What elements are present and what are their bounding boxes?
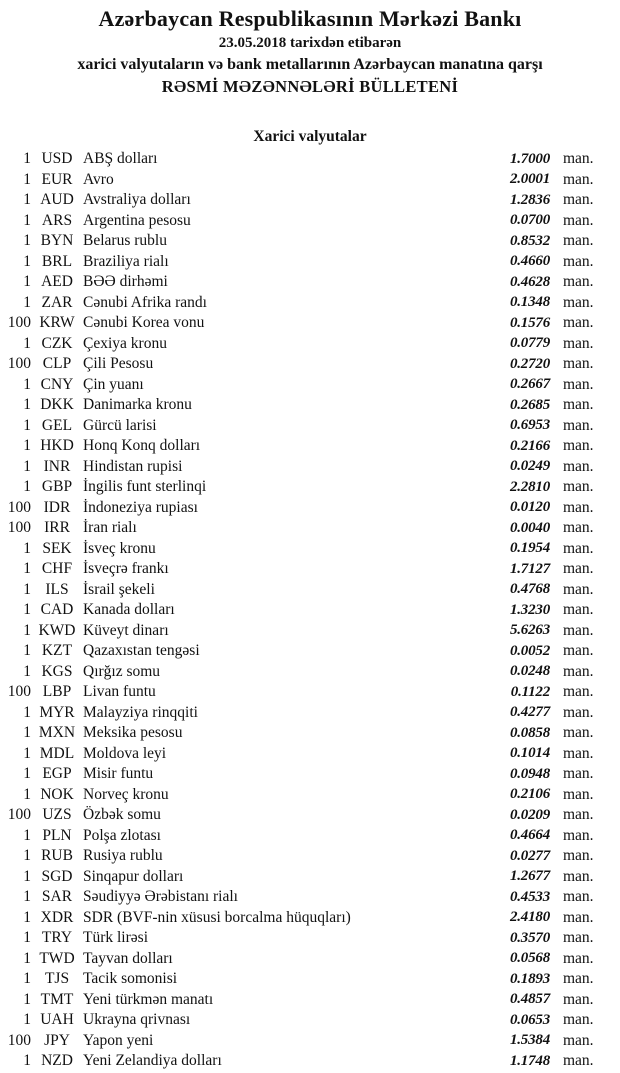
code-cell: KGS: [41, 662, 73, 680]
effective-date-line: 23.05.2018 tarixdən etibarən: [218, 35, 402, 51]
unit-cell: man.: [563, 314, 594, 332]
table-row: [0, 559, 620, 580]
code-cell: AUD: [40, 191, 74, 209]
table-row: [0, 969, 620, 990]
code-cell: MYR: [39, 703, 75, 721]
qty-cell: 1: [23, 744, 31, 762]
rate-cell: 0.0249: [509, 458, 550, 475]
unit-cell: man.: [563, 539, 594, 557]
code-cell: ZAR: [41, 293, 73, 311]
unit-cell: man.: [563, 560, 594, 578]
table-row: [0, 1010, 620, 1031]
qty-cell: 1: [23, 457, 31, 475]
table-row: [0, 170, 620, 191]
code-cell: UAH: [40, 1011, 74, 1029]
unit-cell: man.: [563, 580, 594, 598]
rate-cell: 0.0040: [509, 519, 550, 536]
qty-cell: 1: [23, 580, 31, 598]
table-row: [0, 908, 620, 929]
bulletin-title: RƏSMİ MƏZƏNNƏLƏRİ BÜLLETENİ: [161, 77, 459, 96]
rate-cell: 0.0858: [509, 724, 550, 741]
unit-cell: man.: [563, 150, 594, 168]
name-cell: Gürcü larisi: [83, 416, 157, 434]
qty-cell: 1: [23, 273, 31, 291]
table-row: [0, 928, 620, 949]
table-row: [0, 190, 620, 211]
table-row: [0, 703, 620, 724]
unit-cell: man.: [563, 416, 594, 434]
rate-cell: 0.0277: [509, 847, 550, 864]
table-row: [0, 375, 620, 396]
code-cell: SAR: [41, 888, 73, 906]
table-row: [0, 600, 620, 621]
qty-cell: 1: [23, 293, 31, 311]
rate-cell: 0.4277: [509, 704, 550, 721]
name-cell: İran rialı: [83, 519, 137, 537]
rate-cell: 0.8532: [509, 232, 550, 249]
code-cell: JPY: [44, 1031, 70, 1049]
subtitle-line: xarici valyutaların və bank metallarının Azərbaycan manatına qarşı: [77, 56, 543, 73]
qty-cell: 1: [23, 990, 31, 1008]
table-row: [0, 252, 620, 273]
qty-cell: 1: [23, 621, 31, 639]
name-cell: Cənubi Korea vonu: [83, 314, 205, 332]
name-cell: Çili Pesosu: [83, 355, 154, 373]
rate-cell: 0.0209: [509, 806, 550, 823]
code-cell: XDR: [40, 908, 74, 926]
table-row: [0, 580, 620, 601]
unit-cell: man.: [563, 252, 594, 270]
code-cell: CZK: [41, 334, 73, 352]
rate-cell: 0.0248: [509, 663, 550, 680]
table-row: [0, 621, 620, 642]
name-cell: Moldova leyi: [83, 744, 167, 762]
unit-cell: man.: [563, 375, 594, 393]
rate-cell: 0.1014: [509, 745, 550, 762]
unit-cell: man.: [563, 396, 594, 414]
rate-cell: 1.7000: [509, 150, 550, 167]
name-cell: Küveyt dinarı: [83, 621, 169, 639]
unit-cell: man.: [563, 355, 594, 373]
rate-cell: 0.0948: [509, 765, 550, 782]
code-cell: USD: [41, 150, 73, 168]
code-cell: MDL: [39, 744, 75, 762]
table-row: [0, 539, 620, 560]
name-cell: Avro: [83, 170, 114, 188]
name-cell: İsrail şekeli: [83, 580, 155, 598]
name-cell: Tacik somonisi: [83, 970, 178, 988]
qty-cell: 1: [23, 211, 31, 229]
name-cell: Meksika pesosu: [83, 724, 183, 742]
unit-cell: man.: [563, 826, 594, 844]
qty-cell: 1: [23, 724, 31, 742]
qty-cell: 1: [23, 232, 31, 250]
unit-cell: man.: [563, 683, 594, 701]
unit-cell: man.: [563, 949, 594, 967]
code-cell: CAD: [40, 601, 74, 619]
rate-cell: 1.1748: [509, 1052, 550, 1069]
qty-cell: 1: [23, 970, 31, 988]
rate-cell: 0.0120: [509, 499, 550, 516]
table-row: [0, 1051, 620, 1072]
table-row: [0, 744, 620, 765]
name-cell: Çexiya kronu: [83, 334, 167, 352]
qty-cell: 100: [7, 683, 31, 701]
unit-cell: man.: [563, 908, 594, 926]
name-cell: İsveçrə frankı: [83, 560, 169, 578]
table-row: [0, 990, 620, 1011]
qty-cell: 100: [7, 314, 31, 332]
name-cell: Belarus rublu: [83, 232, 167, 250]
table-row: [0, 1031, 620, 1052]
rate-cell: 5.6263: [509, 622, 550, 639]
rate-cell: 0.0568: [509, 950, 550, 967]
unit-cell: man.: [563, 478, 594, 496]
unit-cell: man.: [563, 232, 594, 250]
unit-cell: man.: [563, 744, 594, 762]
name-cell: Yeni türkmən manatı: [83, 990, 214, 1008]
code-cell: BRL: [41, 252, 73, 270]
unit-cell: man.: [563, 601, 594, 619]
code-cell: LBP: [42, 683, 72, 701]
unit-cell: man.: [563, 806, 594, 824]
qty-cell: 1: [23, 908, 31, 926]
unit-cell: man.: [563, 785, 594, 803]
table-row: [0, 436, 620, 457]
name-cell: İsveç kronu: [83, 539, 156, 557]
table-row: [0, 416, 620, 437]
rate-cell: 0.2685: [509, 396, 550, 413]
name-cell: Avstraliya dolları: [83, 191, 191, 209]
name-cell: Sinqapur dolları: [83, 867, 184, 885]
name-cell: Norveç kronu: [83, 785, 169, 803]
table-row: [0, 641, 620, 662]
unit-cell: man.: [563, 888, 594, 906]
section-title-foreign-currencies: Xarici valyutalar: [253, 128, 367, 145]
rate-cell: 0.0779: [509, 335, 550, 352]
qty-cell: 1: [23, 252, 31, 270]
rate-cell: 2.0001: [509, 171, 550, 188]
qty-cell: 1: [23, 1011, 31, 1029]
rate-cell: 0.4628: [509, 273, 550, 290]
unit-cell: man.: [563, 211, 594, 229]
rate-cell: 0.0700: [509, 212, 550, 229]
code-cell: UZS: [42, 806, 72, 824]
name-cell: Kanada dolları: [83, 601, 175, 619]
code-cell: BYN: [40, 232, 74, 250]
unit-cell: man.: [563, 724, 594, 742]
rate-cell: 2.4180: [509, 909, 550, 926]
unit-cell: man.: [563, 457, 594, 475]
qty-cell: 1: [23, 334, 31, 352]
rate-cell: 0.3570: [509, 929, 550, 946]
name-cell: Səudiyyə Ərəbistanı rialı: [83, 888, 238, 906]
table-row: [0, 518, 620, 539]
name-cell: Qırğız somu: [83, 662, 161, 680]
qty-cell: 1: [23, 642, 31, 660]
qty-cell: 1: [23, 170, 31, 188]
name-cell: Malayziya rinqqiti: [83, 703, 198, 721]
rate-cell: 0.6953: [509, 417, 550, 434]
code-cell: ARS: [41, 211, 73, 229]
rate-cell: 0.4660: [509, 253, 550, 270]
code-cell: DKK: [40, 396, 74, 414]
qty-cell: 1: [23, 785, 31, 803]
code-cell: KRW: [39, 314, 75, 332]
name-cell: Polşa zlotası: [83, 826, 161, 844]
qty-cell: 1: [23, 929, 31, 947]
name-cell: Misir funtu: [83, 765, 154, 783]
name-cell: İndoneziya rupiası: [83, 498, 198, 516]
table-row: [0, 805, 620, 826]
code-cell: ILS: [45, 580, 69, 598]
code-cell: TJS: [44, 970, 70, 988]
qty-cell: 1: [23, 867, 31, 885]
rate-cell: 0.4533: [509, 888, 550, 905]
qty-cell: 1: [23, 396, 31, 414]
table-row: [0, 764, 620, 785]
code-cell: GEL: [41, 416, 73, 434]
table-row: [0, 457, 620, 478]
rate-cell: 0.2720: [509, 355, 550, 372]
name-cell: SDR (BVF-nin xüsusi borcalma hüquqları): [83, 908, 351, 926]
name-cell: Yapon yeni: [83, 1031, 154, 1049]
table-row: [0, 211, 620, 232]
unit-cell: man.: [563, 334, 594, 352]
name-cell: İngilis funt sterlinqi: [83, 478, 207, 496]
table-row: [0, 682, 620, 703]
name-cell: ABŞ dolları: [83, 150, 158, 168]
name-cell: Özbək somu: [83, 806, 161, 824]
table-row: [0, 231, 620, 252]
unit-cell: man.: [563, 437, 594, 455]
qty-cell: 100: [7, 1031, 31, 1049]
qty-cell: 1: [23, 375, 31, 393]
qty-cell: 100: [7, 355, 31, 373]
qty-cell: 100: [7, 806, 31, 824]
unit-cell: man.: [563, 703, 594, 721]
table-row: [0, 313, 620, 334]
unit-cell: man.: [563, 498, 594, 516]
qty-cell: 100: [7, 519, 31, 537]
name-cell: Livan funtu: [83, 683, 156, 701]
qty-cell: 1: [23, 826, 31, 844]
rate-cell: 0.4664: [509, 827, 550, 844]
unit-cell: man.: [563, 662, 594, 680]
unit-cell: man.: [563, 170, 594, 188]
table-row: [0, 846, 620, 867]
code-cell: MXN: [38, 724, 76, 742]
qty-cell: 1: [23, 437, 31, 455]
code-cell: INR: [43, 457, 71, 475]
qty-cell: 1: [23, 601, 31, 619]
code-cell: HKD: [40, 437, 74, 455]
table-row: [0, 826, 620, 847]
name-cell: Rusiya rublu: [83, 847, 163, 865]
rates-table: [0, 149, 620, 1072]
unit-cell: man.: [563, 293, 594, 311]
code-cell: EGP: [42, 765, 72, 783]
rate-cell: 0.0653: [509, 1011, 550, 1028]
qty-cell: 1: [23, 703, 31, 721]
qty-cell: 1: [23, 949, 31, 967]
unit-cell: man.: [563, 273, 594, 291]
code-cell: SEK: [42, 539, 72, 557]
name-cell: Çin yuanı: [83, 375, 144, 393]
rate-cell: 1.2677: [509, 868, 550, 885]
unit-cell: man.: [563, 1031, 594, 1049]
name-cell: Qazaxıstan tengəsi: [83, 642, 200, 660]
code-cell: GBP: [41, 478, 73, 496]
code-cell: KZT: [41, 642, 73, 660]
unit-cell: man.: [563, 929, 594, 947]
qty-cell: 1: [23, 416, 31, 434]
rate-cell: 0.1576: [509, 314, 550, 331]
name-cell: BƏƏ dirhəmi: [83, 273, 168, 291]
code-cell: IRR: [44, 519, 70, 537]
rate-cell: 1.5384: [509, 1032, 550, 1049]
table-row: [0, 723, 620, 744]
code-cell: RUB: [41, 847, 73, 865]
qty-cell: 1: [23, 765, 31, 783]
table-row: [0, 887, 620, 908]
rate-cell: 0.1893: [509, 970, 550, 987]
qty-cell: 100: [7, 498, 31, 516]
name-cell: Danimarka kronu: [83, 396, 192, 414]
code-cell: IDR: [43, 498, 71, 516]
name-cell: Honq Konq dolları: [83, 437, 201, 455]
table-row: [0, 498, 620, 519]
unit-cell: man.: [563, 1052, 594, 1070]
table-row: [0, 662, 620, 683]
table-row: [0, 477, 620, 498]
table-row: [0, 334, 620, 355]
rate-cell: 2.2810: [509, 478, 550, 495]
name-cell: Tayvan dolları: [83, 949, 173, 967]
rate-cell: 1.2836: [509, 191, 550, 208]
qty-cell: 1: [23, 150, 31, 168]
code-cell: TMT: [40, 990, 74, 1008]
rate-cell: 0.4768: [509, 581, 550, 598]
qty-cell: 1: [23, 1052, 31, 1070]
name-cell: Hindistan rupisi: [83, 457, 183, 475]
rate-cell: 0.1122: [510, 683, 550, 700]
rate-cell: 1.7127: [509, 560, 550, 577]
unit-cell: man.: [563, 765, 594, 783]
table-row: [0, 949, 620, 970]
qty-cell: 1: [23, 560, 31, 578]
name-cell: Argentina pesosu: [83, 211, 191, 229]
rate-cell: 0.1954: [509, 540, 550, 557]
table-row: [0, 867, 620, 888]
unit-cell: man.: [563, 847, 594, 865]
code-cell: TRY: [41, 929, 73, 947]
unit-cell: man.: [563, 642, 594, 660]
qty-cell: 1: [23, 888, 31, 906]
qty-cell: 1: [23, 191, 31, 209]
code-cell: SGD: [41, 867, 73, 885]
table-row: [0, 354, 620, 375]
code-cell: CNY: [40, 375, 74, 393]
table-row: [0, 293, 620, 314]
unit-cell: man.: [563, 519, 594, 537]
name-cell: Ukrayna qrivnası: [83, 1011, 191, 1029]
code-cell: CLP: [42, 355, 72, 373]
qty-cell: 1: [23, 847, 31, 865]
rate-cell: 0.4857: [509, 991, 550, 1008]
name-cell: Yeni Zelandiya dolları: [83, 1052, 222, 1070]
table-row: [0, 785, 620, 806]
code-cell: PLN: [42, 826, 72, 844]
unit-cell: man.: [563, 990, 594, 1008]
table-row: [0, 272, 620, 293]
code-cell: NOK: [40, 785, 74, 803]
qty-cell: 1: [23, 478, 31, 496]
rate-cell: 0.2106: [509, 786, 550, 803]
rate-cell: 0.2166: [509, 437, 550, 454]
code-cell: TWD: [39, 949, 75, 967]
page-title: Azərbaycan Respublikasının Mərkəzi Bankı: [98, 6, 522, 31]
rate-cell: 0.2667: [509, 376, 550, 393]
qty-cell: 1: [23, 539, 31, 557]
unit-cell: man.: [563, 1011, 594, 1029]
name-cell: Braziliya rialı: [83, 252, 169, 270]
unit-cell: man.: [563, 191, 594, 209]
code-cell: AED: [41, 273, 73, 291]
code-cell: CHF: [41, 560, 73, 578]
table-row: [0, 149, 620, 170]
unit-cell: man.: [563, 970, 594, 988]
unit-cell: man.: [563, 867, 594, 885]
table-row: [0, 395, 620, 416]
rate-cell: 0.0052: [509, 642, 550, 659]
code-cell: EUR: [41, 170, 73, 188]
unit-cell: man.: [563, 621, 594, 639]
code-cell: KWD: [38, 621, 76, 639]
code-cell: NZD: [41, 1052, 73, 1070]
rate-cell: 0.1348: [509, 294, 550, 311]
name-cell: Türk lirəsi: [83, 929, 148, 947]
rate-cell: 1.3230: [509, 601, 550, 618]
name-cell: Cənubi Afrika randı: [83, 293, 207, 311]
qty-cell: 1: [23, 662, 31, 680]
